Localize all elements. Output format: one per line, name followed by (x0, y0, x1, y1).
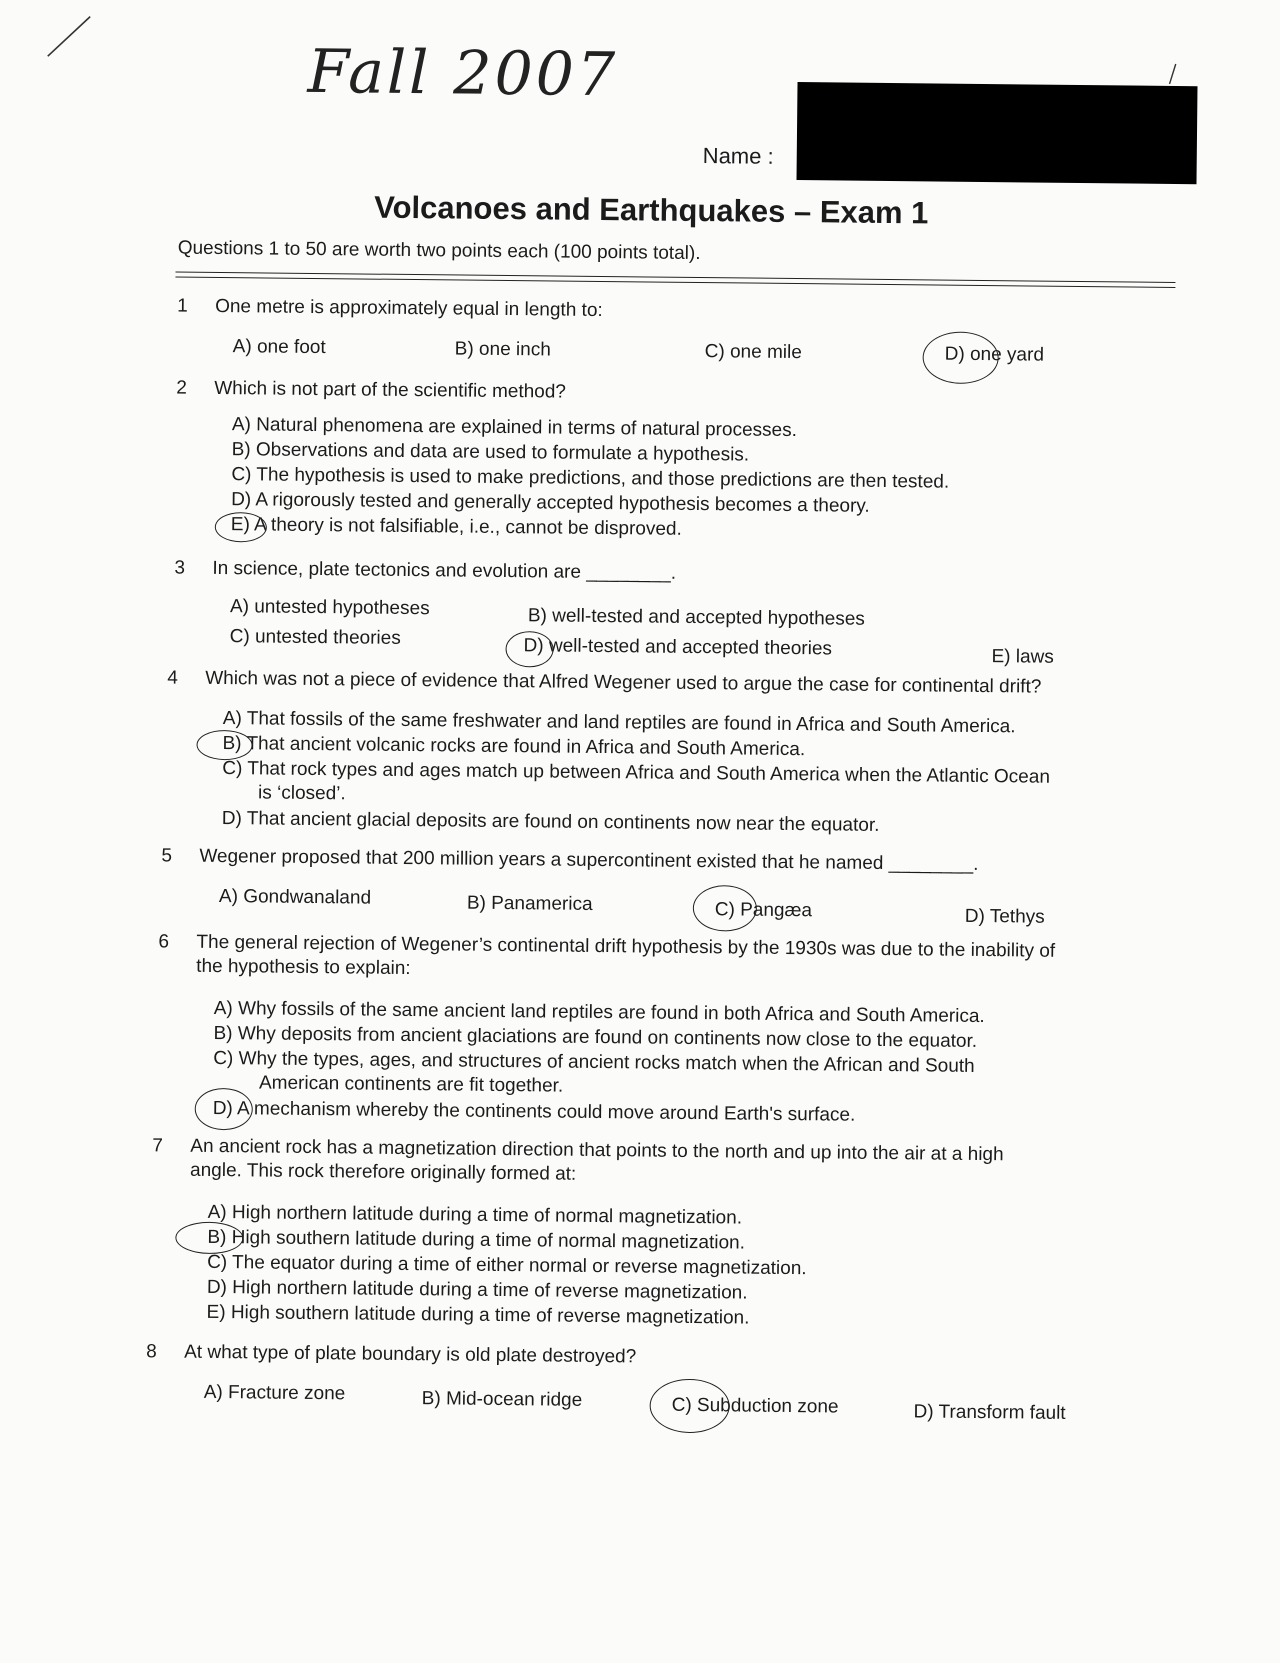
option-c: C) Why the types, ages, and structures of ancient rocks match when the African and South (213, 1047, 975, 1077)
name-label: Name : (702, 143, 774, 169)
option-b: B) Panamerica (466, 892, 593, 915)
page-title: Volcanoes and Earthquakes – Exam 1 (374, 189, 929, 231)
option-b: B) High southern latitude during a time of normal magnetization. (207, 1226, 746, 1254)
option-a: A) Fracture zone (203, 1381, 346, 1405)
option-b: B) That ancient volcanic rocks are found in Africa and South America. (222, 733, 806, 761)
answer-circle (693, 885, 757, 932)
question-text: The general rejection of Wegener’s continental drift hypothesis by the 1930s was due to the inability of (196, 931, 1056, 962)
option-b: B) one inch (454, 338, 551, 361)
option-b: B) Observations and data are used to formulate a hypothesis. (231, 439, 750, 466)
option-d: D) Transform fault (913, 1401, 1066, 1424)
option-e: E) High southern latitude during a time of reverse magnetization. (206, 1301, 750, 1329)
option-b: B) well-tested and accepted hypotheses (527, 605, 865, 630)
option-a: A) Why fossils of the same ancient land reptiles are found in both Africa and South America. (213, 997, 985, 1028)
option-e: E) laws (991, 646, 1054, 668)
question-number: 5 (161, 845, 173, 867)
option-c-continued: is ‘closed’. (257, 782, 346, 805)
option-a: A) That fossils of the same freshwater and land reptiles are found in Africa and South America. (222, 708, 1016, 738)
option-d: D) High northern latitude during a time of reverse magnetization. (206, 1276, 748, 1304)
question-text: Wegener proposed that 200 million years a supercontinent existed that he named ________. (199, 845, 979, 875)
instructions: Questions 1 to 50 are worth two points each (100 points total). (177, 237, 701, 265)
answer-circle (175, 1222, 243, 1255)
option-a: A) Natural phenomena are explained in terms of natural processes. (231, 414, 798, 442)
option-b: B) Mid-ocean ridge (421, 1388, 583, 1411)
option-a: A) one foot (232, 336, 326, 359)
option-c: C) Subduction zone (671, 1394, 839, 1418)
handwritten-note: Fall 2007 (307, 36, 619, 111)
option-a: A) High northern latitude during a time of normal magnetization. (207, 1201, 743, 1229)
question-number: 6 (158, 931, 170, 953)
question-text-continued: angle. This rock therefore originally formed at: (189, 1159, 577, 1185)
option-a: A) untested hypotheses (229, 596, 430, 620)
question-number: 1 (177, 295, 188, 317)
question-text: Which is not part of the scientific method? (214, 377, 567, 403)
option-d: D) A mechanism whereby the continents could move around Earth's surface. (212, 1097, 856, 1126)
question-text: One metre is approximately equal in length to: (215, 295, 603, 322)
question-text: Which was not a piece of evidence that Alfred Wegener used to argue the case for continental drift? (205, 667, 1042, 698)
answer-circle (922, 331, 999, 384)
option-d: D) one yard (944, 343, 1045, 366)
answer-circle (215, 512, 267, 543)
option-d: D) A rigorously tested and generally accepted hypothesis becomes a theory. (231, 489, 870, 517)
answer-circle (505, 631, 553, 668)
option-c: C) That rock types and ages match up between Africa and South America when the Atlantic Ocean (222, 758, 1051, 788)
question-text-continued: the hypothesis to explain: (196, 955, 411, 980)
question-number: 2 (176, 377, 187, 399)
option-c: C) one mile (704, 341, 802, 364)
option-c: C) Pangæa (714, 899, 813, 922)
answer-circle (196, 730, 252, 761)
option-d: D) That ancient glacial deposits are found on continents now near the equator. (221, 808, 880, 836)
question-number: 8 (146, 1341, 157, 1363)
answer-circle (195, 1088, 253, 1131)
option-c-continued: American continents are fit together. (258, 1072, 564, 1097)
question-number: 3 (174, 557, 186, 579)
question-number: 4 (167, 667, 178, 689)
option-c: C) The hypothesis is used to make predictions, and those predictions are then tested. (231, 464, 950, 493)
question-text: In science, plate tectonics and evolution are ________. (212, 557, 677, 584)
option-c: C) The equator during a time of either normal or reverse magnetization. (207, 1251, 807, 1280)
question-text: At what type of plate boundary is old plate destroyed? (184, 1341, 637, 1368)
option-b: B) Why deposits from ancient glaciations are found on continents now close to the equator. (213, 1022, 978, 1052)
question-number: 7 (152, 1135, 164, 1157)
option-e: E) A theory is not falsifiable, i.e., cannot be disproved. (230, 514, 682, 540)
option-d: D) Tethys (964, 905, 1045, 928)
question-text: An ancient rock has a magnetization direction that points to the north and up into the air at a high (190, 1135, 1004, 1166)
option-d: D) well-tested and accepted theories (523, 635, 833, 660)
answer-circle (649, 1379, 730, 1434)
option-a: A) Gondwanaland (218, 886, 372, 909)
option-c: C) untested theories (229, 626, 401, 649)
redacted-name-block (797, 82, 1198, 184)
